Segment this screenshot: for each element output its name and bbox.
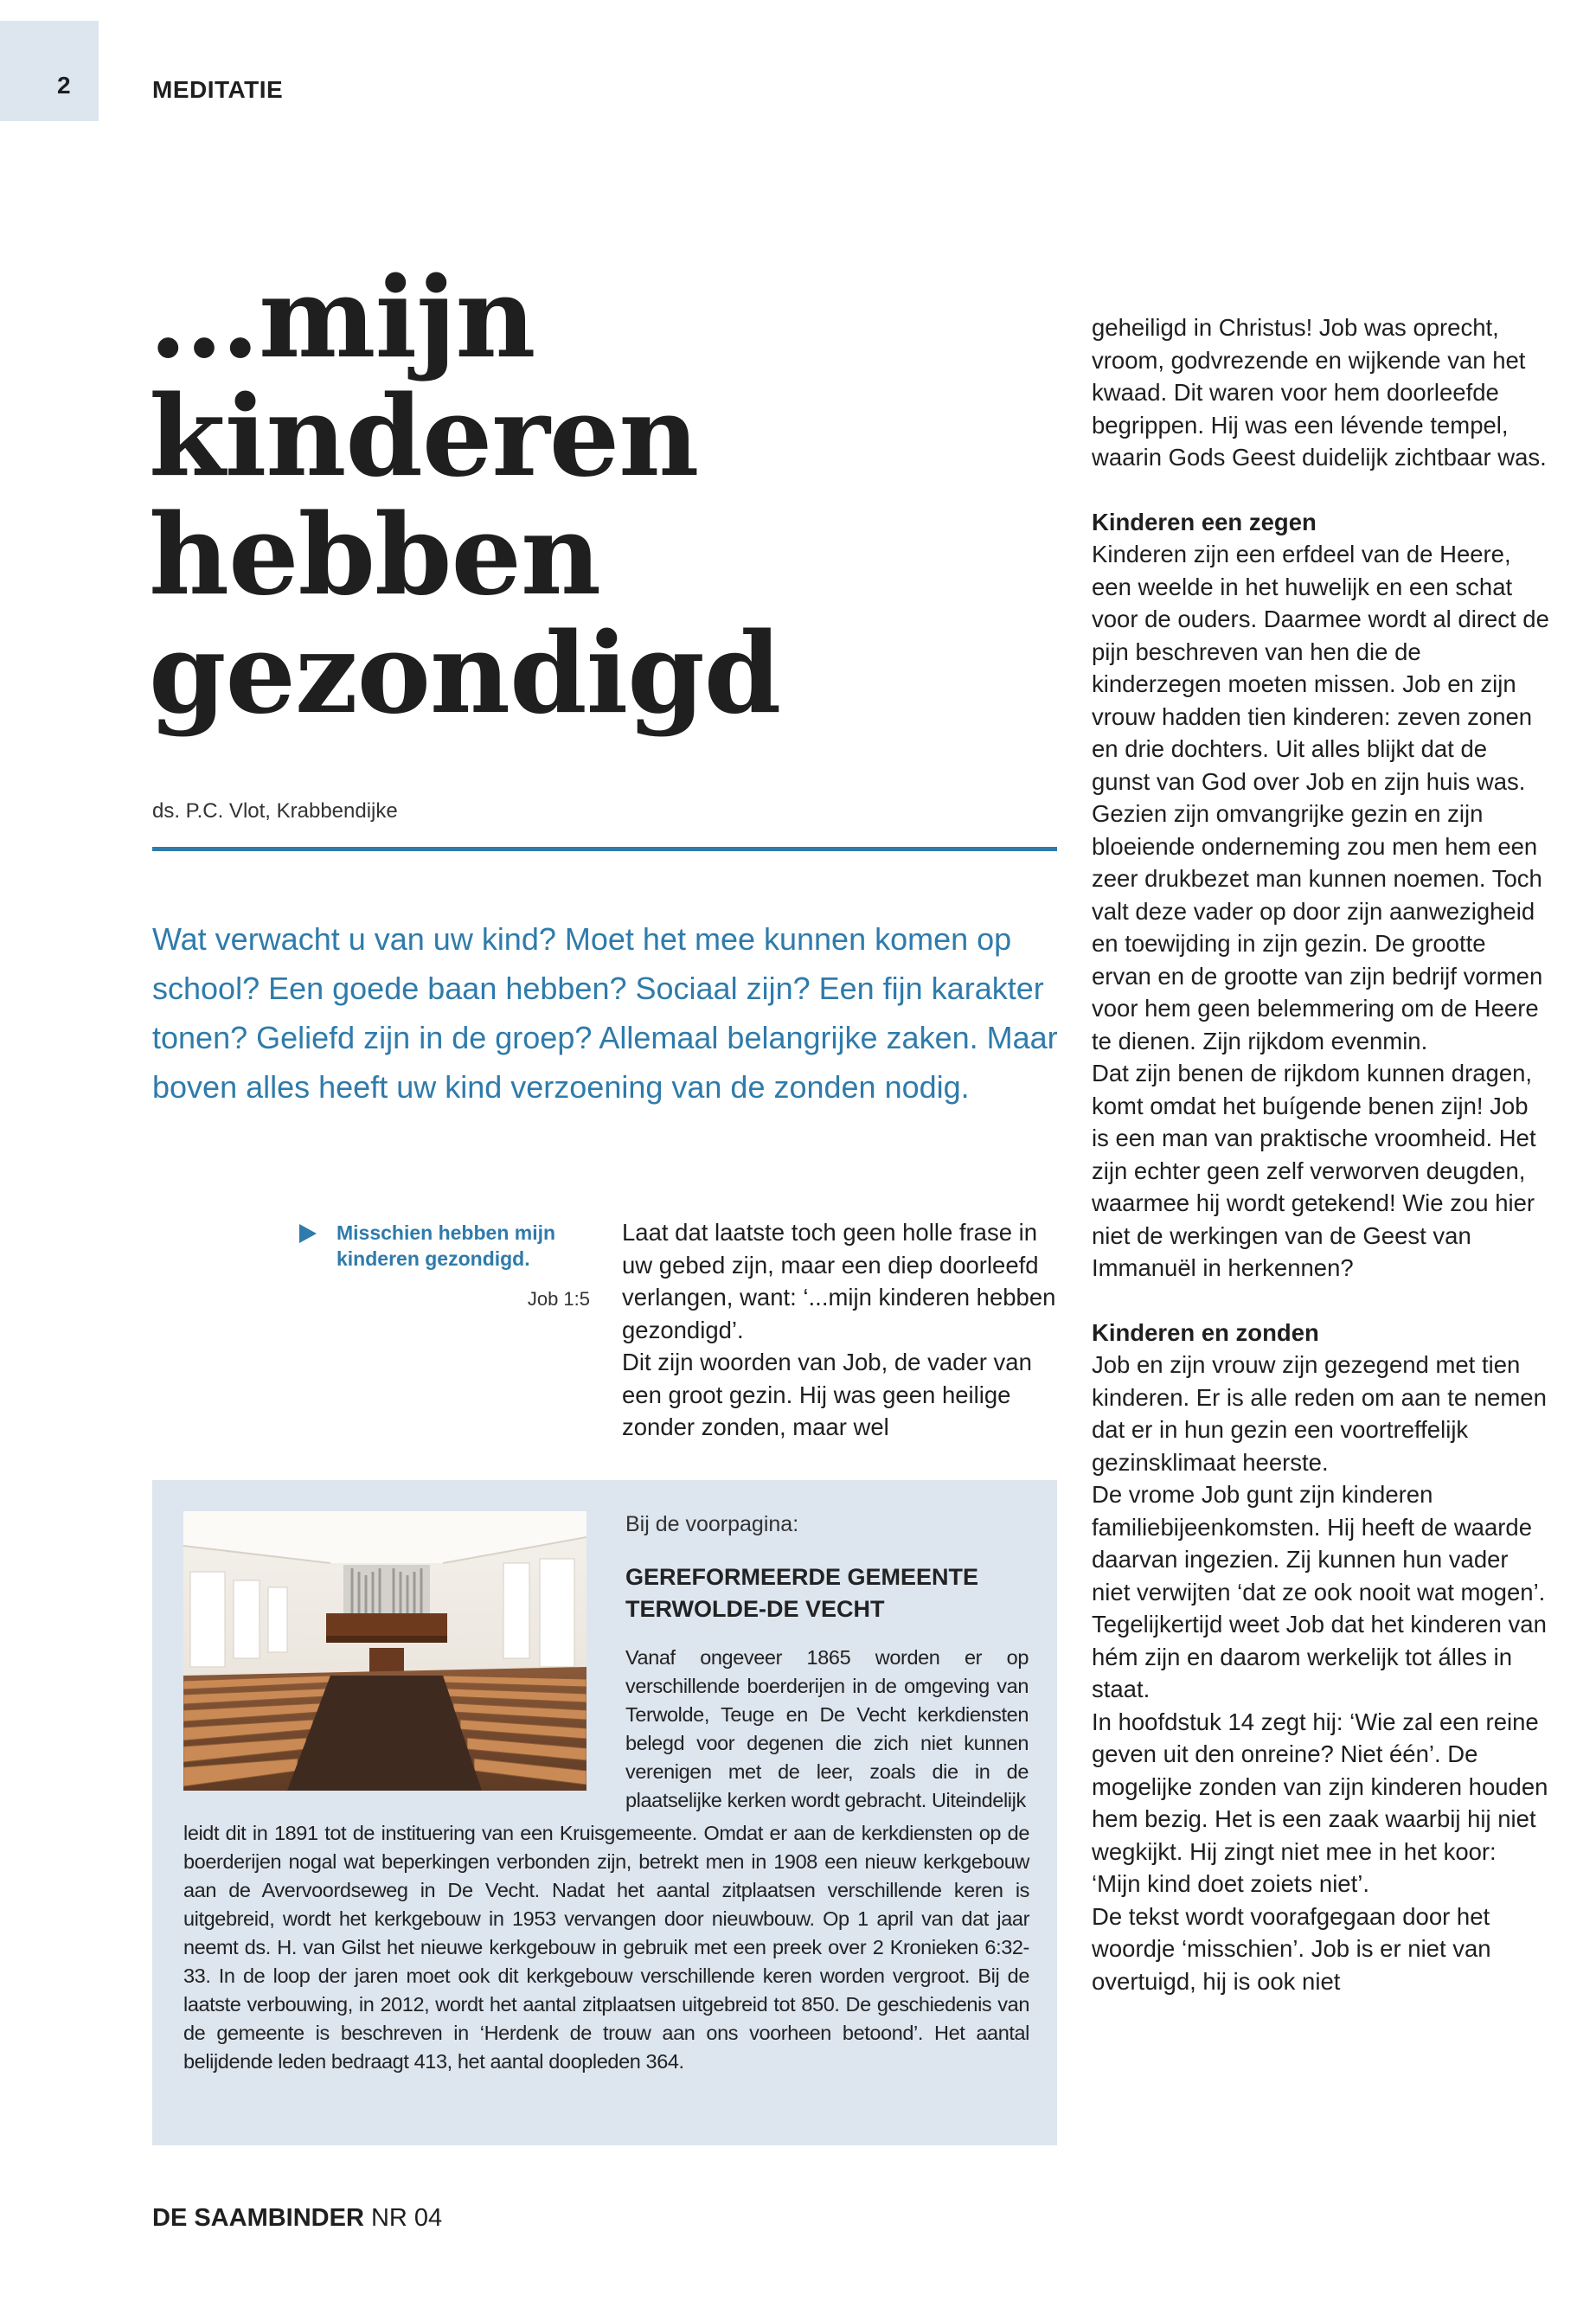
subheading: Kinderen een zegen xyxy=(1092,508,1317,535)
church-interior-photo xyxy=(183,1511,586,1791)
subheading: Kinderen en zonden xyxy=(1092,1318,1319,1346)
body-paragraph: De vrome Job gunt zijn kinderen familiebijeenkomsten. Hij heeft de waarde daarvan ingezien. Zij kunnen hun vader niet verwijten ‘dat ze ook nooit wat mogen’. Tegelijkertijd weet Job dat het kinderen van hém zijn en daarom werkelijk tot álles in staat. xyxy=(1092,1481,1547,1702)
body-paragraph: Gezien zijn omvangrijke gezin en zijn bloeiende onderneming zou men hem een zeer drukbezet man kunnen noemen. Toch valt deze vader op door zijn aanwezigheid en toewijding in zijn gezin. De grootte ervan en de grootte van zijn bedrijf vormen voor hem geen belemmering om de Heere te dienen. Zijn rijkdom evenmin. xyxy=(1092,800,1543,1054)
body-paragraph: Laat dat laatste toch geen holle frase in uw gebed zijn, maar een diep doorleefd verlangen, want: ‘...mijn kinderen hebben gezondigd’. xyxy=(622,1219,1056,1343)
body-column-right xyxy=(1092,311,1550,1997)
infobox-label: Bij de voorpagina: xyxy=(625,1512,799,1536)
byline: ds. P.C. Vlot, Krabbendijke xyxy=(152,799,398,823)
lead-paragraph: Wat verwacht u van uw kind? Moet het mee kunnen komen op school? Een goede baan hebben? Sociaal zijn? Een fijn karakter tonen? Geliefd zijn in de groep? Allemaal belangrijke zaken. Maar boven alles heeft uw kind verzoening van de zonden nodig. xyxy=(152,921,1058,1105)
body-paragraph: Dat zijn benen de rijkdom kunnen dragen, komt omdat het buígende benen zijn! Job is een man van praktische vroomheid. Het zijn echter geen zelf verworven deugden, waarmee hij wordt getekend! Wie zou hier niet de werkingen van de Geest van Immanuël in herkennen? xyxy=(1092,1060,1536,1281)
divider-rule xyxy=(152,847,1057,851)
issue-number: NR 04 xyxy=(370,2204,443,2232)
footer xyxy=(152,2204,442,2233)
body-paragraph: Job en zijn vrouw zijn gezegend met tien kinderen. Er is alle reden om aan te nemen dat er in hun gezin een voortreffelijk gezinsklimaat heerste. xyxy=(1092,1351,1547,1476)
pull-quote: Misschien hebben mijn kinderen gezondigd. xyxy=(337,1221,556,1270)
infobox-body: Vanaf ongeveer 1865 worden er op verschillende boerderijen in de omgeving van Terwolde, Teuge en De Vecht kerkdiensten belegd voor degenen die zich niet kunnen verenigen met de leer, zoals die in de plaatselijke kerken wordt gebracht. Uiteindelijk xyxy=(625,1646,1029,1811)
play-triangle-icon xyxy=(299,1224,317,1243)
page-number-tab xyxy=(0,21,99,121)
section-label: MEDITATIE xyxy=(152,76,284,103)
page-number: 2 xyxy=(57,72,71,99)
body-paragraph: Kinderen zijn een erfdeel van de Heere, een weelde in het huwelijk en een schat voor de ouders. Daarmee wordt al direct de pijn beschreven van hen die de kinderzegen moeten missen. Job en zijn vrouw hadden tien kinderen: zeven zonen en drie dochters. Uit alles blijkt dat de gunst van God over Job en zijn huis was. xyxy=(1092,541,1549,795)
body-paragraph: geheiligd in Christus! Job was oprecht, vroom, godvrezende en wijkende van het kwaad. Dit waren voor hem doorleefde begrippen. Hij was een lévende tempel, waarin Gods Geest duidelijk zichtbaar was. xyxy=(1092,314,1547,471)
body-paragraph: Dit zijn woorden van Job, de vader van een groot gezin. Hij was geen heilige zonder zonden, maar wel xyxy=(622,1349,1032,1440)
pull-quote-reference: Job 1:5 xyxy=(527,1288,590,1310)
body-paragraph: In hoofdstuk 14 zegt hij: ‘Wie zal een reine geven uit den onreine? Niet één’. De mogelijke zonden van zijn kinderen houden hem bezig. Het is een zaak waarbij hij niet wegkijkt. Hij zingt niet mee in het koor: ‘Mijn kind doet zoiets niet’. xyxy=(1092,1708,1548,1897)
infobox-title: GEREFORMEERDE GEMEENTE TERWOLDE-DE VECHT xyxy=(625,1564,979,1622)
body-paragraph: De tekst wordt voorafgegaan door het woordje ‘misschien’. Job is er niet van overtuigd, hij is ook niet xyxy=(1092,1902,1491,1995)
magazine-name: DE SAAMBINDER xyxy=(152,2204,364,2232)
article-title: …mijn kinderen hebben gezondigd xyxy=(149,253,781,739)
infobox-body-continued: leidt dit in 1891 tot de instituering van een Kruisgemeente. Omdat er aan de kerkdiensten op de boerderijen nogal wat beperkingen verbonden zijn, betrekt men in 1908 een nieuw kerkgebouw aan de Avervoordseweg in De Vecht. Nadat het aantal zitplaatsen verschillende keren is uitgebreid, wordt het kerkgebouw in 1953 vervangen door nieuwbouw. Op 1 april van dat jaar neemt ds. H. van Gilst het nieuwe kerkgebouw in gebruik met een preek over 2 Kronieken 6:32-33. In de loop der jaren moet ook dit kerkgebouw verschillende keren worden vergroot. Bij de laatste verbouwing, in 2012, wordt het aantal zitplaatsen uitgebreid tot 850. De geschiedenis van de gemeente is beschreven in ‘Herdenk de trouw aan ons voorheen betoond’. Het aantal belijdende leden bedraagt 413, het aantal doopleden 364. xyxy=(183,1822,1029,2073)
body-column-middle xyxy=(622,1216,1063,1444)
